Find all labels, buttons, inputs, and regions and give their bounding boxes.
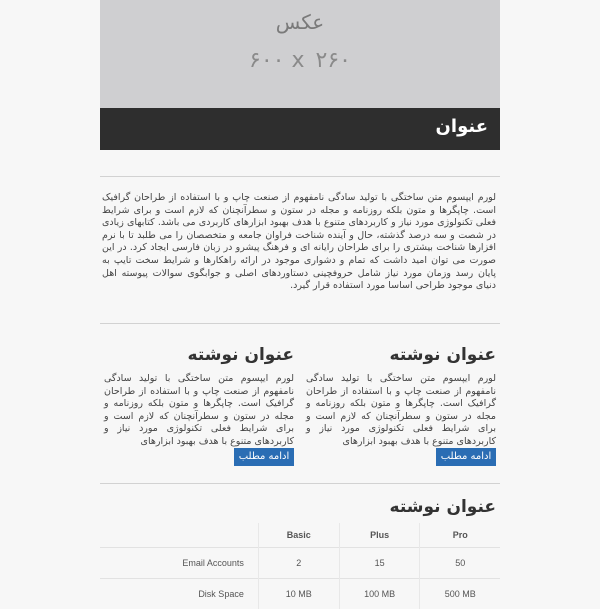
post-title: عنوان نوشته — [306, 345, 496, 365]
post-excerpt: لورم ایپسوم متن ساختگی با تولید سادگی نامفهوم از صنعت چاپ و با استفاده از طراحان گرافیک است. چاپگرها و متون بلکه روزنامه و مجله در ستون و سطرآنچنان که لازم است و برای شرایط فعلی تکنولوژی مورد نیاز و کاربردهای متنوع با هدف بهبود ابزارهای — [306, 373, 496, 449]
feature-label: Disk Space — [100, 579, 258, 609]
table-row — [100, 548, 500, 579]
pricing-header-empty — [100, 523, 258, 548]
divider — [100, 323, 500, 324]
post-excerpt: لورم ایپسوم متن ساختگی با تولید سادگی نامفهوم از صنعت چاپ و با استفاده از طراحان گرافیک است. چاپگرها و متون بلکه روزنامه و مجله در ستون و سطرآنچنان که لازم است و برای شرایط فعلی تکنولوژی مورد نیاز و کاربردهای متنوع با هدف بهبود ابزارهای — [104, 373, 294, 449]
image-placeholder-label: عکس — [100, 10, 500, 34]
feature-label: Email Accounts — [100, 548, 258, 579]
pricing-title: عنوان نوشته — [390, 497, 496, 517]
feature-value: 100 MB — [339, 579, 420, 609]
hero-section — [100, 0, 500, 150]
feature-value: 2 — [258, 548, 339, 579]
divider — [100, 483, 500, 484]
image-placeholder-size: ۶۰۰ x ۲۶۰ — [100, 48, 500, 73]
read-more-button[interactable]: ادامه مطلب — [234, 448, 294, 466]
feature-value: 15 — [339, 548, 420, 579]
post-card-left — [104, 345, 294, 449]
feature-value: 50 — [420, 548, 500, 579]
divider — [100, 176, 500, 177]
feature-value: 10 MB — [258, 579, 339, 609]
pricing-table — [100, 523, 500, 609]
intro-paragraph: لورم ایپسوم متن ساختگی با تولید سادگی نامفهوم از صنعت چاپ و با استفاده از طراحان گرافیک است. چاپگرها و متون بلکه روزنامه و مجله در ستون و سطرآنچنان که لازم است و برای شرایط فعلی تکنولوژی مورد نیاز و کاربردهای متنوع با هدف بهبود ابزارهای کاربردی می باشد. کتابهای زیادی در شصت و سه درصد گذشته، حال و آینده شناخت فراوان جامعه و متخصصان را می طلبد تا با نرم افزارها شناخت بیشتری را برای طراحان رایانه ای و فرهنگ پیشرو در زبان فارسی ایجاد کرد. در این صورت می توان امید داشت که تمام و دشواری موجود در ارائه راهکارها و شرایط سخت تایپ به پایان رسد وزمان مورد نیاز شامل حروفچینی دستاوردهای اصلی و جوابگوی سوالات پیوسته اهل دنیای موجود طراحی اساسا مورد استفاده قرار گیرد. — [102, 192, 496, 293]
hero-title: عنوان — [436, 116, 488, 137]
hero-title-bar — [100, 108, 500, 150]
table-row — [100, 579, 500, 609]
post-title: عنوان نوشته — [104, 345, 294, 365]
post-card-right — [306, 345, 496, 449]
read-more-button[interactable]: ادامه مطلب — [436, 448, 496, 466]
feature-value: 500 MB — [420, 579, 500, 609]
plan-plus-header: Plus — [339, 523, 420, 548]
hero-image-placeholder — [100, 0, 500, 108]
plan-basic-header: Basic — [258, 523, 339, 548]
plan-pro-header: Pro — [420, 523, 500, 548]
pricing-header-row — [100, 523, 500, 548]
